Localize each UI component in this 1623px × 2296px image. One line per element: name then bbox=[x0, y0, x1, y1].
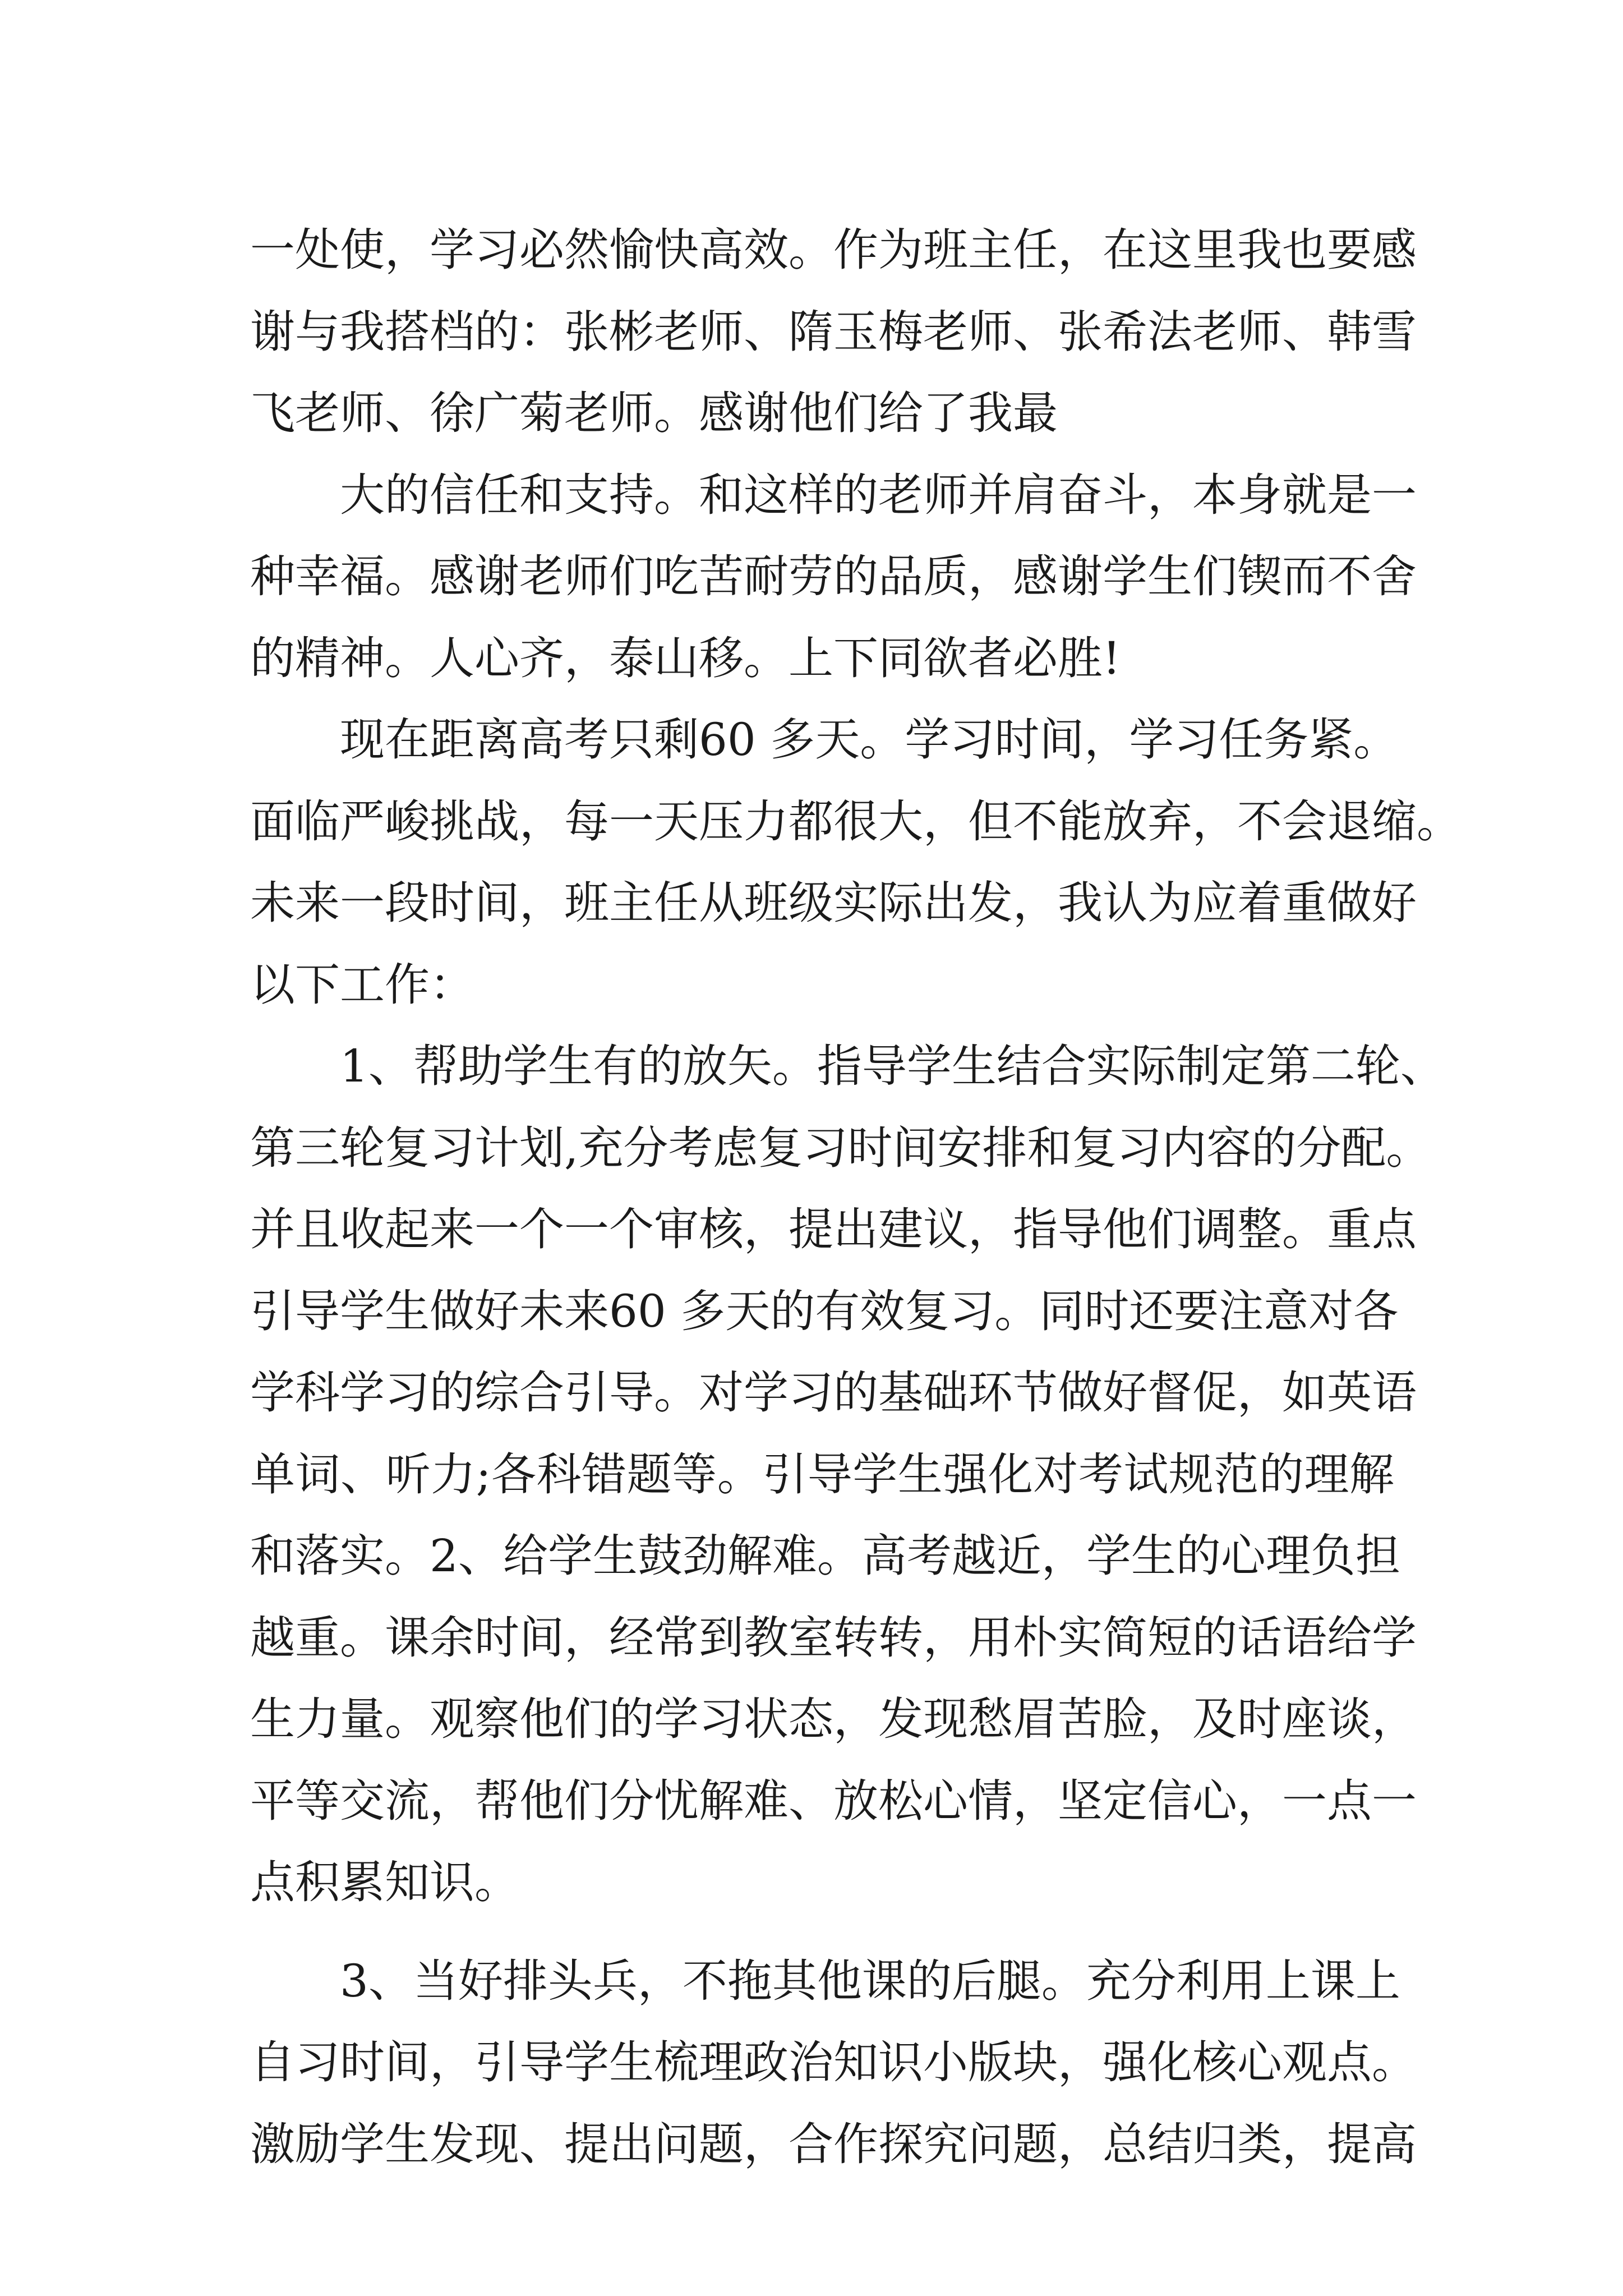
paragraph bbox=[250, 1940, 1417, 2185]
text-line: 并且收起来一个一个审核，提出建议，指导他们调整。重点 bbox=[250, 1203, 1417, 1255]
paragraph-gap bbox=[250, 1924, 1394, 1940]
paragraph bbox=[250, 1025, 1445, 1924]
text-line: 1、帮助学生有的放矢。指导学生结合实际制定第二轮、 bbox=[340, 1040, 1445, 1092]
text-line: 的精神。人心齐，泰山移。上下同欲者必胜! bbox=[250, 632, 1121, 684]
text-line: 第三轮复习计划,充分考虑复习时间安排和复习内容的分配。 bbox=[250, 1121, 1431, 1174]
text-line: 越重。课余时间，经常到教室转转，用朴实简短的话语给学 bbox=[250, 1611, 1417, 1664]
text-line: 和落实。2、给学生鼓劲解难。高考越近，学生的心理负担 bbox=[250, 1530, 1400, 1582]
text-line: 引导学生做好未来60 多天的有效复习。同时还要注意对各 bbox=[250, 1285, 1399, 1337]
text-line: 生力量。观察他们的学习状态，发现愁眉苦脸，及时座谈， bbox=[250, 1693, 1417, 1745]
text-line: 大的信任和支持。和这样的老师并肩奋斗，本身就是一 bbox=[340, 468, 1417, 521]
text-line: 一处使，学习必然愉快高效。作为班主任，在这里我也要感 bbox=[250, 224, 1417, 276]
text-line: 飞老师、徐广菊老师。感谢他们给了我最 bbox=[250, 387, 1058, 439]
text-line: 3、当好排头兵，不拖其他课的后腿。充分利用上课上 bbox=[340, 1954, 1400, 2007]
text-line: 自习时间，引导学生梳理政治知识小版块，强化核心观点。 bbox=[250, 2036, 1417, 2088]
text-line: 点积累知识。 bbox=[250, 1856, 519, 1908]
text-line: 激励学生发现、提出问题，合作探究问题，总结归类，提高 bbox=[250, 2118, 1417, 2170]
text-line: 平等交流，帮他们分忧解难、放松心情，坚定信心，一点一 bbox=[250, 1774, 1417, 1827]
paragraph bbox=[250, 209, 1417, 454]
text-line: 学科学习的综合引导。对学习的基础环节做好督促，如英语 bbox=[250, 1366, 1417, 1419]
text-line: 谢与我搭档的：张彬老师、隋玉梅老师、张希法老师、韩雪 bbox=[250, 305, 1417, 358]
document-body bbox=[250, 209, 1461, 2185]
text-line: 以下工作： bbox=[250, 958, 474, 1011]
text-line: 种幸福。感谢老师们吃苦耐劳的品质，感谢学生们锲而不舍 bbox=[250, 550, 1417, 602]
paragraph bbox=[250, 454, 1417, 700]
text-line: 未来一段时间，班主任从班级实际出发，我认为应着重做好 bbox=[250, 877, 1417, 929]
text-line: 面临严峻挑战，每一天压力都很大，但不能放弃，不会退缩。 bbox=[250, 795, 1461, 848]
text-line: 单词、听力;各科错题等。引导学生强化对考试规范的理解 bbox=[250, 1448, 1394, 1501]
text-line: 现在距离高考只剩60 多天。学习时间，学习任务紧。 bbox=[340, 714, 1399, 766]
paragraph bbox=[250, 699, 1461, 1025]
